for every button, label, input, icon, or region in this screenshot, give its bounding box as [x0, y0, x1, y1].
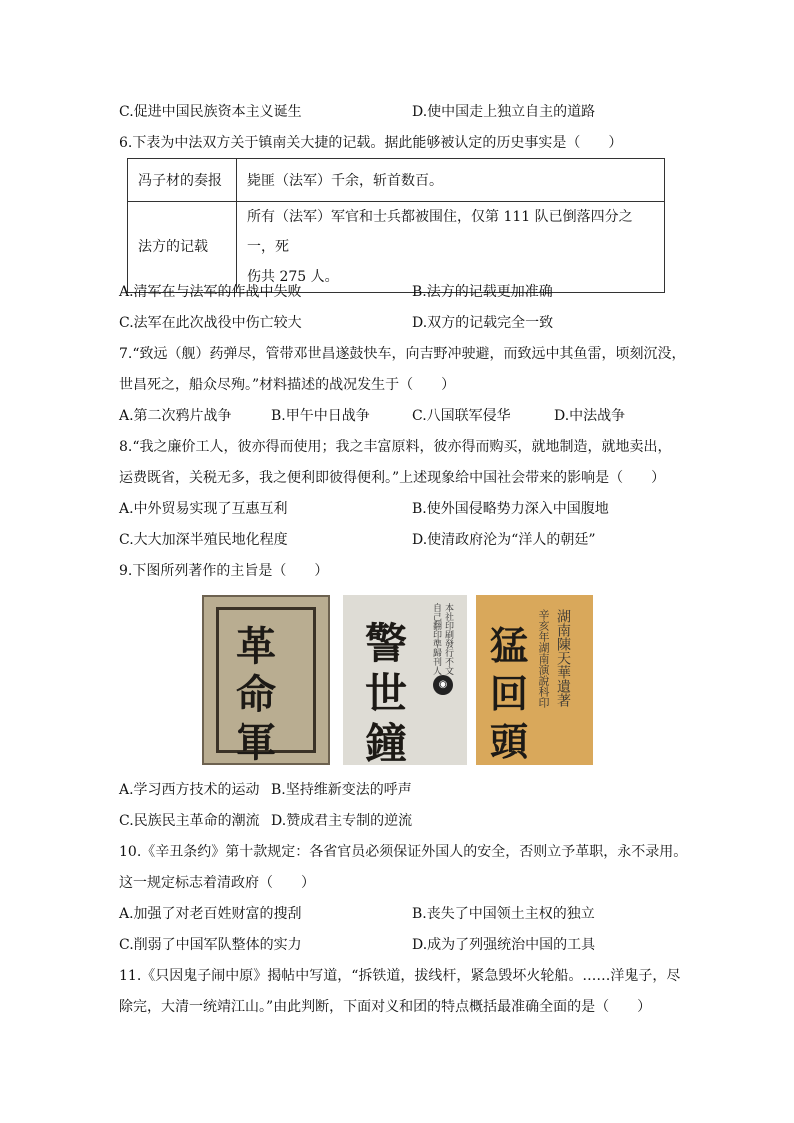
q10-option-b: B.丧失了中国领土主权的独立: [412, 906, 595, 922]
q5-option-c: C.促进中国民族资本主义诞生: [119, 104, 302, 120]
q9-stem: 9.下图所列著作的主旨是（ ）: [119, 563, 329, 579]
book-cover-geming-jun: [202, 595, 330, 765]
table-cell-content-line1: 所有（法军）军官和士兵都被围住，仅第 111 队已倒落四分之一，死: [247, 209, 633, 255]
book-title-char: 革: [236, 623, 276, 670]
q7-option-c: C.八国联军侵华: [412, 408, 511, 424]
q10-stem-line2: 这一规定标志着清政府（ ）: [119, 875, 315, 891]
book-cover-jingshi-zhong: [343, 595, 467, 765]
q10-option-d: D.成为了列强统治中国的工具: [412, 937, 596, 953]
q6-option-c: C.法军在此次战役中伤亡较大: [119, 315, 302, 331]
q11-stem-line1: 11.《只因鬼子闹中原》揭帖中写道，“拆铁道，拔线杆，紧急毁坏火轮船。……洋鬼子，尽: [119, 968, 681, 984]
q5-option-d: D.使中国走上独立自主的道路: [412, 104, 596, 120]
seal-icon: ◉: [433, 675, 453, 695]
q9-option-c: C.民族民主革命的潮流: [119, 813, 260, 829]
q11-stem-line2: 除完，大清一统靖江山。”由此判断，下面对义和团的特点概括最准确全面的是（ ）: [119, 999, 652, 1015]
q8-option-c: C.大大加深半殖民地化程度: [119, 532, 288, 548]
table-cell-content-line2: 伤共 275 人。: [247, 269, 339, 285]
table-cell-content: 毙匪（法军）千余，斩首数百。: [237, 159, 665, 202]
q6-option-b: B.法方的记载更加准确: [412, 284, 553, 300]
q6-record-table: [127, 158, 665, 293]
q8-stem-line1: 8.“我之廉价工人，彼亦得而使用；我之丰富原料，彼亦得而购买，就地制造，就地卖出，: [119, 439, 672, 455]
book-side-text: 湖南陳天華遺著: [555, 609, 571, 707]
table-cell-content: [237, 202, 665, 293]
q7-option-d: D.中法战争: [554, 408, 626, 424]
q9-option-b: B.坚持维新变法的呼声: [271, 782, 412, 798]
table-cell-source: 法方的记载: [128, 202, 237, 293]
book-covers-figure: [202, 595, 592, 765]
q9-option-a: A.学习西方技术的运动: [119, 782, 260, 798]
q8-option-d: D.使清政府沦为“洋人的朝廷”: [412, 532, 596, 548]
q8-option-b: B.使外国侵略势力深入中国腹地: [412, 501, 609, 517]
book-title-char: 回: [490, 671, 529, 716]
q6-option-d: D.双方的记载完全一致: [412, 315, 554, 331]
table-row: [128, 202, 665, 293]
book-title-char: 警: [365, 619, 408, 668]
q7-stem-line1: 7.“致远（舰）药弹尽，管带邓世昌遂鼓快车，向吉野冲驶避，而致远中其鱼雷，顷刻沉没，: [119, 346, 686, 362]
q10-stem-line1: 10.《辛丑条约》第十款规定：各省官员必须保证外国人的安全，否则立予革职，永不录用。: [119, 844, 688, 860]
book-title-char: 猛: [490, 623, 529, 668]
q7-option-a: A.第二次鸦片战争: [119, 408, 232, 424]
book-title-char: 命: [236, 671, 276, 718]
q7-option-b: B.甲午中日战争: [271, 408, 370, 424]
q8-option-a: A.中外贸易实现了互惠互利: [119, 501, 288, 517]
book-side-text: 本社印刷發行不文: [443, 603, 453, 675]
q6-option-a: A.清军在与法军的作战中失败: [119, 284, 302, 300]
book-title-char: 軍: [236, 719, 276, 765]
q10-option-c: C.削弱了中国军队整体的实力: [119, 937, 302, 953]
book-side-text: 辛亥年湖南演說科印: [537, 609, 550, 708]
q8-stem-line2: 运费既省，关税无多，我之便利即彼得便利。”上述现象给中国社会带来的影响是（ ）: [119, 470, 666, 486]
q10-option-a: A.加强了对老百姓财富的搜刮: [119, 906, 302, 922]
book-cover-meng-huitou: [476, 595, 593, 765]
q6-stem: 6.下表为中法双方关于镇南关大捷的记载。据此能够被认定的历史事实是（ ）: [119, 135, 623, 151]
table-cell-source: 冯子材的奏报: [128, 159, 237, 202]
book-side-text: 自己翻印準歸刊人: [431, 603, 441, 675]
book-title-char: 世: [365, 669, 408, 718]
q9-option-d: D.赞成君主专制的逆流: [271, 813, 413, 829]
q7-stem-line2: 世昌死之，船众尽殉。”材料描述的战况发生于（ ）: [119, 377, 456, 393]
book-title-char: 鐘: [365, 719, 408, 765]
table-row: [128, 159, 665, 202]
book-title-char: 頭: [490, 719, 529, 764]
